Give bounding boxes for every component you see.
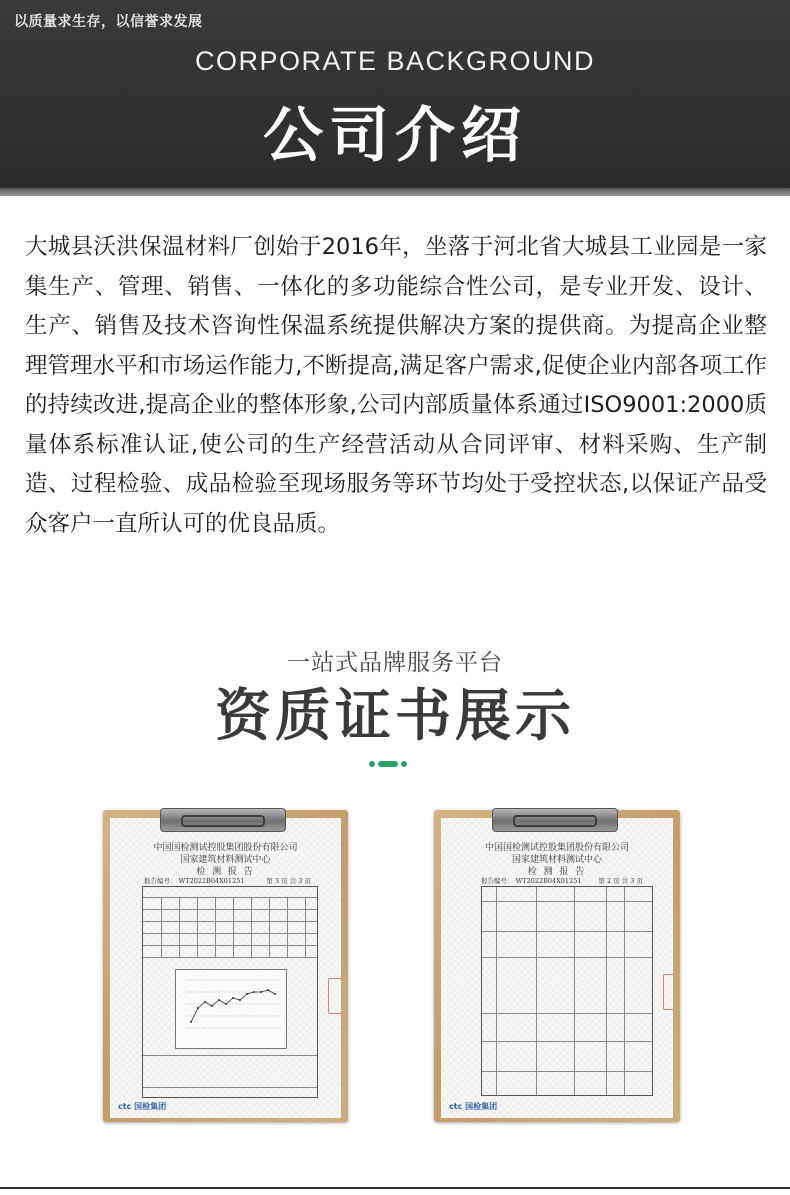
certificates-title: 资质证书展示 — [215, 684, 575, 749]
clipboard-clamp — [492, 808, 618, 832]
certificate-table — [142, 886, 318, 1098]
certificate-table — [481, 886, 653, 1096]
slogan: 以质量求生存，以信誉求发展 — [14, 14, 203, 30]
certificates-subtitle: 一站式品牌服务平台 — [287, 650, 503, 676]
certificate-clipboard-1[interactable] — [103, 810, 348, 1122]
certificate-report-title: 检 测 报 告 — [196, 867, 255, 877]
header-divider — [0, 188, 790, 196]
certificate-org: 中国国检测试控股集团股份有限公司 — [484, 843, 629, 853]
certificate-org: 中国国检测试控股集团股份有限公司 — [153, 843, 298, 853]
clipboard-clamp — [160, 808, 286, 832]
certificate-page: 第 3 页 共 3 页 — [266, 877, 311, 885]
title-accent-dots — [369, 760, 409, 768]
certificate-chart — [175, 969, 287, 1049]
certificate-document-2 — [441, 818, 673, 1118]
certificate-page: 第 2 页 共 3 页 — [598, 877, 643, 885]
certificate-clipboard-2[interactable] — [434, 810, 680, 1122]
header-banner — [0, 0, 790, 188]
certificate-report-title: 检 测 报 告 — [527, 867, 587, 877]
certificate-document-1 — [110, 818, 341, 1118]
certificate-stamp — [328, 978, 341, 1014]
company-intro-text: 大城县沃洪保温材料厂创始于2016年，坐落于河北省大城县工业园是一家集生产、管理、销售、一体化的多功能综合性公司，是专业开发、设计、生产、销售及技术咨询性保温系统提供解决方案的提供商。为提高企业整理管理水平和市场运作能力,不断提高,满足客户需求,促使企业内部各项工作的持续改进,提高企业的整体形象,公司内部质量体系通过ISO9001:2000质量体系标准认证,使公司的生产经营活动从合同评审、材料采购、生产制造、过程检验、成品检验至现场服务等环节均处于受控状态,以保证产品受众客户一直所认可的优良品质。 — [25, 234, 767, 537]
certificate-report-number: 报告编号： WT2022B04X01251 — [144, 877, 245, 885]
certificate-center: 国家建筑材料测试中心 — [180, 855, 271, 865]
certificate-logo: ctc 国检集团 — [118, 1102, 167, 1111]
page-bottom-divider — [0, 1187, 790, 1189]
certificate-stamp — [663, 974, 673, 1010]
english-section-title: CORPORATE BACKGROUND — [194, 46, 596, 76]
section-title: 公司介绍 — [263, 101, 527, 171]
certificate-report-number: 报告编号： WT2022B04X01251 — [481, 877, 582, 885]
certificate-center: 国家建筑材料测试中心 — [511, 855, 602, 865]
certificate-logo: ctc 国检集团 — [449, 1102, 498, 1111]
